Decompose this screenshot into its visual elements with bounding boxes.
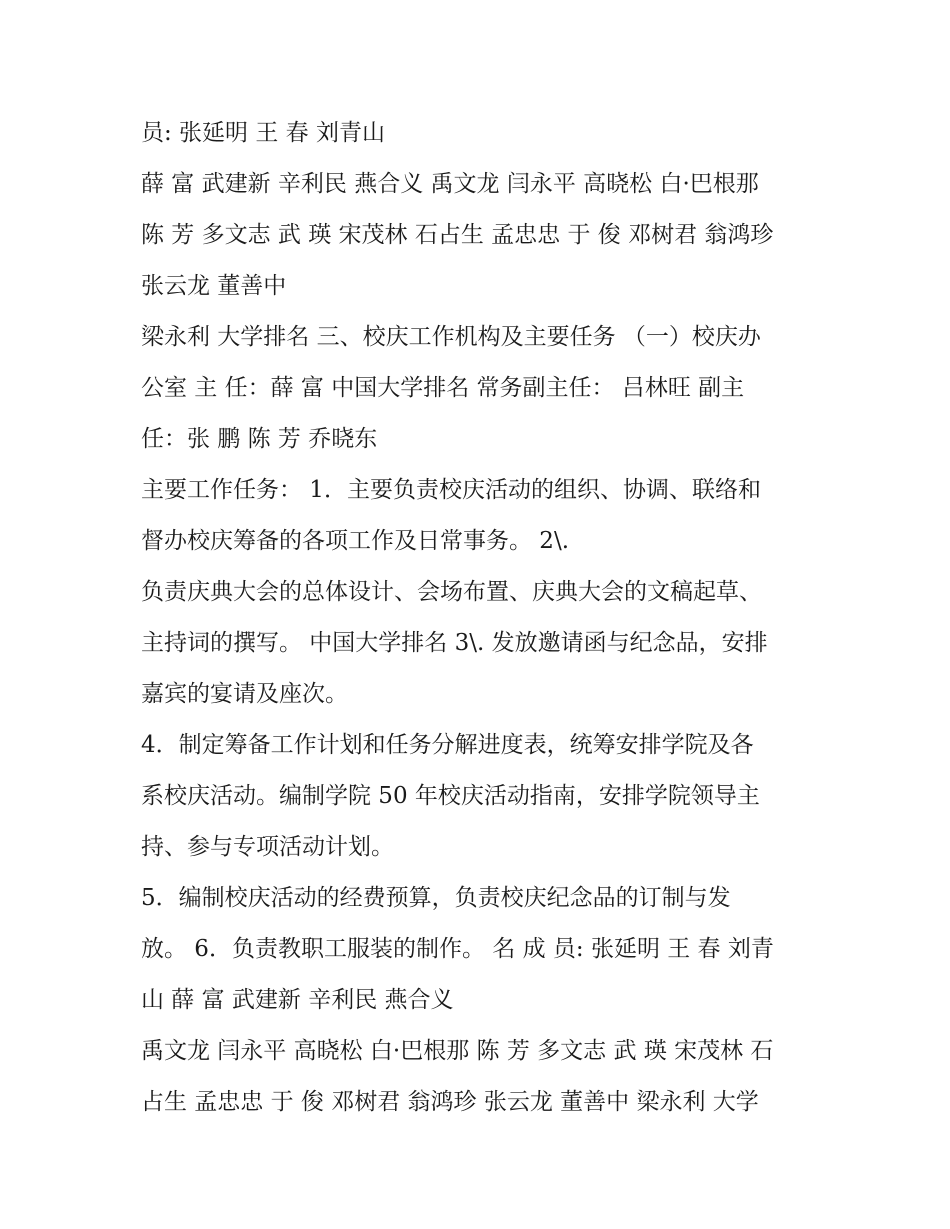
- text-line: 梁永利 大学排名 三、校庆工作机构及主要任务 （一）校庆办: [141, 324, 761, 350]
- text-line: 禹文龙 闫永平 高晓松 白·巴根那 陈 芳 多文志 武 瑛 宋茂林 石: [141, 1038, 774, 1064]
- text-line: 督办校庆筹备的各项工作及日常事务。 2\.: [141, 528, 570, 554]
- text-line: 山 薛 富 武建新 辛利民 燕合义: [141, 987, 454, 1013]
- text-line: 4．制定筹备工作计划和任务分解进度表，统筹安排学院及各: [141, 732, 754, 758]
- text-line: 陈 芳 多文志 武 瑛 宋茂林 石占生 孟忠忠 于 俊 邓树君 翁鸿珍: [141, 222, 774, 248]
- text-line: 5．编制校庆活动的经费预算，负责校庆纪念品的订制与发: [141, 885, 731, 911]
- text-line: 员: 张延明 王 春 刘青山: [141, 120, 385, 146]
- text-line: 嘉宾的宴请及座次。: [141, 681, 348, 707]
- text-line: 负责庆典大会的总体设计、会场布置、庆典大会的文稿起草、: [141, 579, 762, 605]
- text-line: 薛 富 武建新 辛利民 燕合义 禹文龙 闫永平 高晓松 白·巴根那: [141, 171, 759, 197]
- text-line: 任：张 鹏 陈 芳 乔晓东: [141, 426, 378, 452]
- text-line: 占生 孟忠忠 于 俊 邓树君 翁鸿珍 张云龙 董善中 梁永利 大学: [141, 1089, 759, 1115]
- text-line: 主要工作任务： 1．主要负责校庆活动的组织、协调、联络和: [141, 477, 761, 503]
- text-line: 持、参与专项活动计划。: [141, 834, 394, 860]
- text-line: 张云龙 董善中: [141, 273, 287, 299]
- text-line: 公室 主 任：薛 富 中国大学排名 常务副主任： 吕林旺 副主: [141, 375, 745, 401]
- document-body: [141, 108, 821, 1128]
- text-line: 放。 6．负责教职工服装的制作。 名 成 员: 张延明 王 春 刘青: [141, 936, 774, 962]
- text-line: 主持词的撰写。 中国大学排名 3\. 发放邀请函与纪念品，安排: [141, 630, 768, 656]
- text-line: 系校庆活动。编制学院 50 年校庆活动指南，安排学院领导主: [141, 783, 760, 809]
